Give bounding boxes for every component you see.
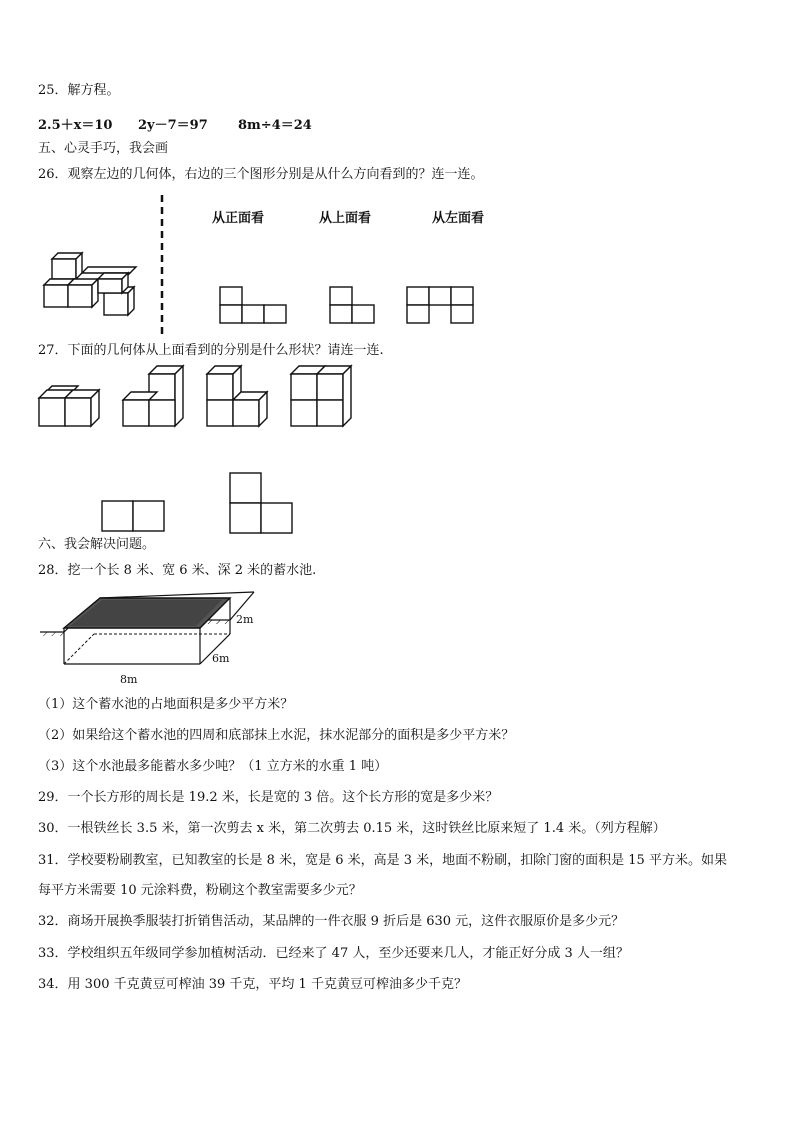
- q26-text: 26．观察左边的几何体，右边的三个图形分别是从什么方向看到的？连一连。: [38, 167, 484, 182]
- q25-label: 25．解方程。: [38, 83, 120, 98]
- view-label-left: 从左面看: [432, 211, 485, 226]
- q27-solid-2: [122, 366, 184, 428]
- equation-3: 8m÷4＝24: [238, 118, 312, 133]
- q32-text: 32．商场开展换季服装打折销售活动，某品牌的一件衣服 9 折后是 630 元，这件衣服原价是多少元？: [38, 914, 625, 929]
- section-5-heading: 五、心灵手巧，我会画: [38, 141, 169, 156]
- view-label-front: 从正面看: [212, 211, 265, 226]
- q27-text: 27．下面的几何体从上面看到的分别是什么形状？请连一连.: [38, 343, 384, 358]
- q31-text-line2: 每平方米需要 10 元涂料费，粉刷这个教室需要多少元？: [38, 883, 362, 898]
- q26-view-shape-2: [329, 286, 375, 324]
- q34-text: 34．用 300 千克黄豆可榨油 39 千克，平均 1 千克黄豆可榨油多少千克？: [38, 977, 467, 992]
- view-label-top: 从上面看: [319, 211, 372, 226]
- q29-text: 29．一个长方形的周长是 19.2 米，长是宽的 3 倍。这个长方形的宽是多少米？: [38, 790, 499, 805]
- q28-depth-label: 2m: [236, 613, 254, 626]
- q26-view-shape-3: [406, 286, 474, 324]
- q28-sub3: （3）这个水池最多能蓄水多少吨？（1 立方米的水重 1 吨）: [38, 759, 388, 774]
- q26-view-shape-1: [219, 286, 287, 324]
- section-6-heading: 六、我会解决问题。: [38, 537, 156, 552]
- q27-solid-3: [206, 366, 268, 428]
- q28-sub1: （1）这个蓄水池的占地面积是多少平方米？: [38, 697, 294, 712]
- q27-solid-4: [290, 366, 352, 428]
- q27-shape-a: [101, 500, 165, 532]
- q28-sub2: （2）如果给这个蓄水池的四周和底部抹上水泥，抹水泥部分的面积是多少平方米？: [38, 728, 515, 743]
- q30-text: 30．一根铁丝长 3.5 米，第一次剪去 x 米，第二次剪去 0.15 米，这时铁丝比原来短了 1.4 米。（列方程解）: [38, 821, 666, 836]
- equation-2: 2y－7＝97: [138, 118, 208, 133]
- equation-1: 2.5＋x＝10: [38, 118, 113, 133]
- q28-width-label: 6m: [212, 652, 230, 665]
- q26-solid-figure: [38, 245, 148, 315]
- q28-length-label: 8m: [120, 673, 138, 686]
- q27-solid-1: [38, 384, 100, 428]
- q28-text: 28．挖一个长 8 米、宽 6 米、深 2 米的蓄水池.: [38, 563, 317, 578]
- q33-text: 33．学校组织五年级同学参加植树活动．已经来了 47 人，至少还要来几人，才能正好分成 3 人一组？: [38, 946, 629, 961]
- q27-shape-b: [229, 472, 293, 534]
- q31-text-line1: 31．学校要粉刷教室，已知教室的长是 8 米，宽是 6 米，高是 3 米，地面不粉刷，扣除门窗的面积是 15 平方米。如果: [38, 853, 727, 868]
- q26-dashed-divider: [160, 195, 164, 335]
